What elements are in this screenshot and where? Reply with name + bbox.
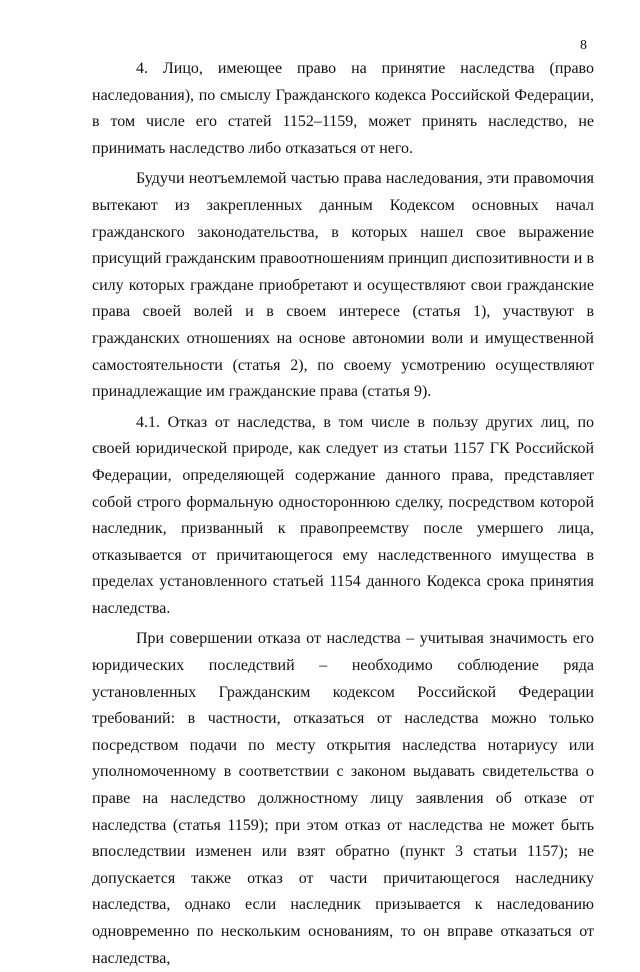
paragraph-1: 4. Лицо, имеющее право на принятие наследства (право наследования), по смыслу Гражданского кодекса Российской Федерации, в том числе его статей 1152–1159, может принять наследство, не принимать наследство либо отказаться от него. [92,60,594,157]
document-body [92,56,594,972]
page-number: 8 [580,38,587,53]
paragraph-4: При совершении отказа от наследства – учитывая значимость его юридических последствий – необходимо соблюдение ряда установленных Гражданским кодексом Российской Федерации требований: в частности, отказаться от наследства можно только посредством подачи по месту открытия наследства нотариусу или уполномоченному в соответствии с законом выдавать свидетельства о праве на наследство должностному лицу заявления об отказе от наследства (статья 1159); при этом отказ от наследства не может быть впоследствии изменен или взят обратно (пункт 3 статьи 1157); не допускается также отказ от части причитающегося наследнику наследства, однако если наследник призывается к наследованию одновременно по нескольким основаниям, то он вправе отказаться от наследства, [92,630,594,967]
paragraph-2: Будучи неотъемлемой частью права наследования, эти правомочия вытекают из закрепленных данным Кодексом основных начал гражданского законодательства, в которых нашел свое выражение присущий гражданским правоотношениям принцип диспозитивности и в силу которых граждане приобретают и осуществляют свои гражданские права своей волей и в своем интересе (статья 1), участвуют в гражданских отношениях на основе автономии воли и имущественной самостоятельности (статья 2), по своему усмотрению осуществляют принадлежащие им гражданские права (статья 9). [92,170,594,401]
paragraph-3: 4.1. Отказ от наследства, в том числе в пользу других лиц, по своей юридической природе, как следует из статьи 1157 ГК Российской Федерации, определяющей содержание данного права, представляет собой строго формальную одностороннюю сделку, посредством которой наследник, призванный к правопреемству после умершего лица, отказывается от причитающегося ему наследственного имущества в пределах установленного статьей 1154 данного Кодекса срока принятия наследства. [92,413,594,617]
